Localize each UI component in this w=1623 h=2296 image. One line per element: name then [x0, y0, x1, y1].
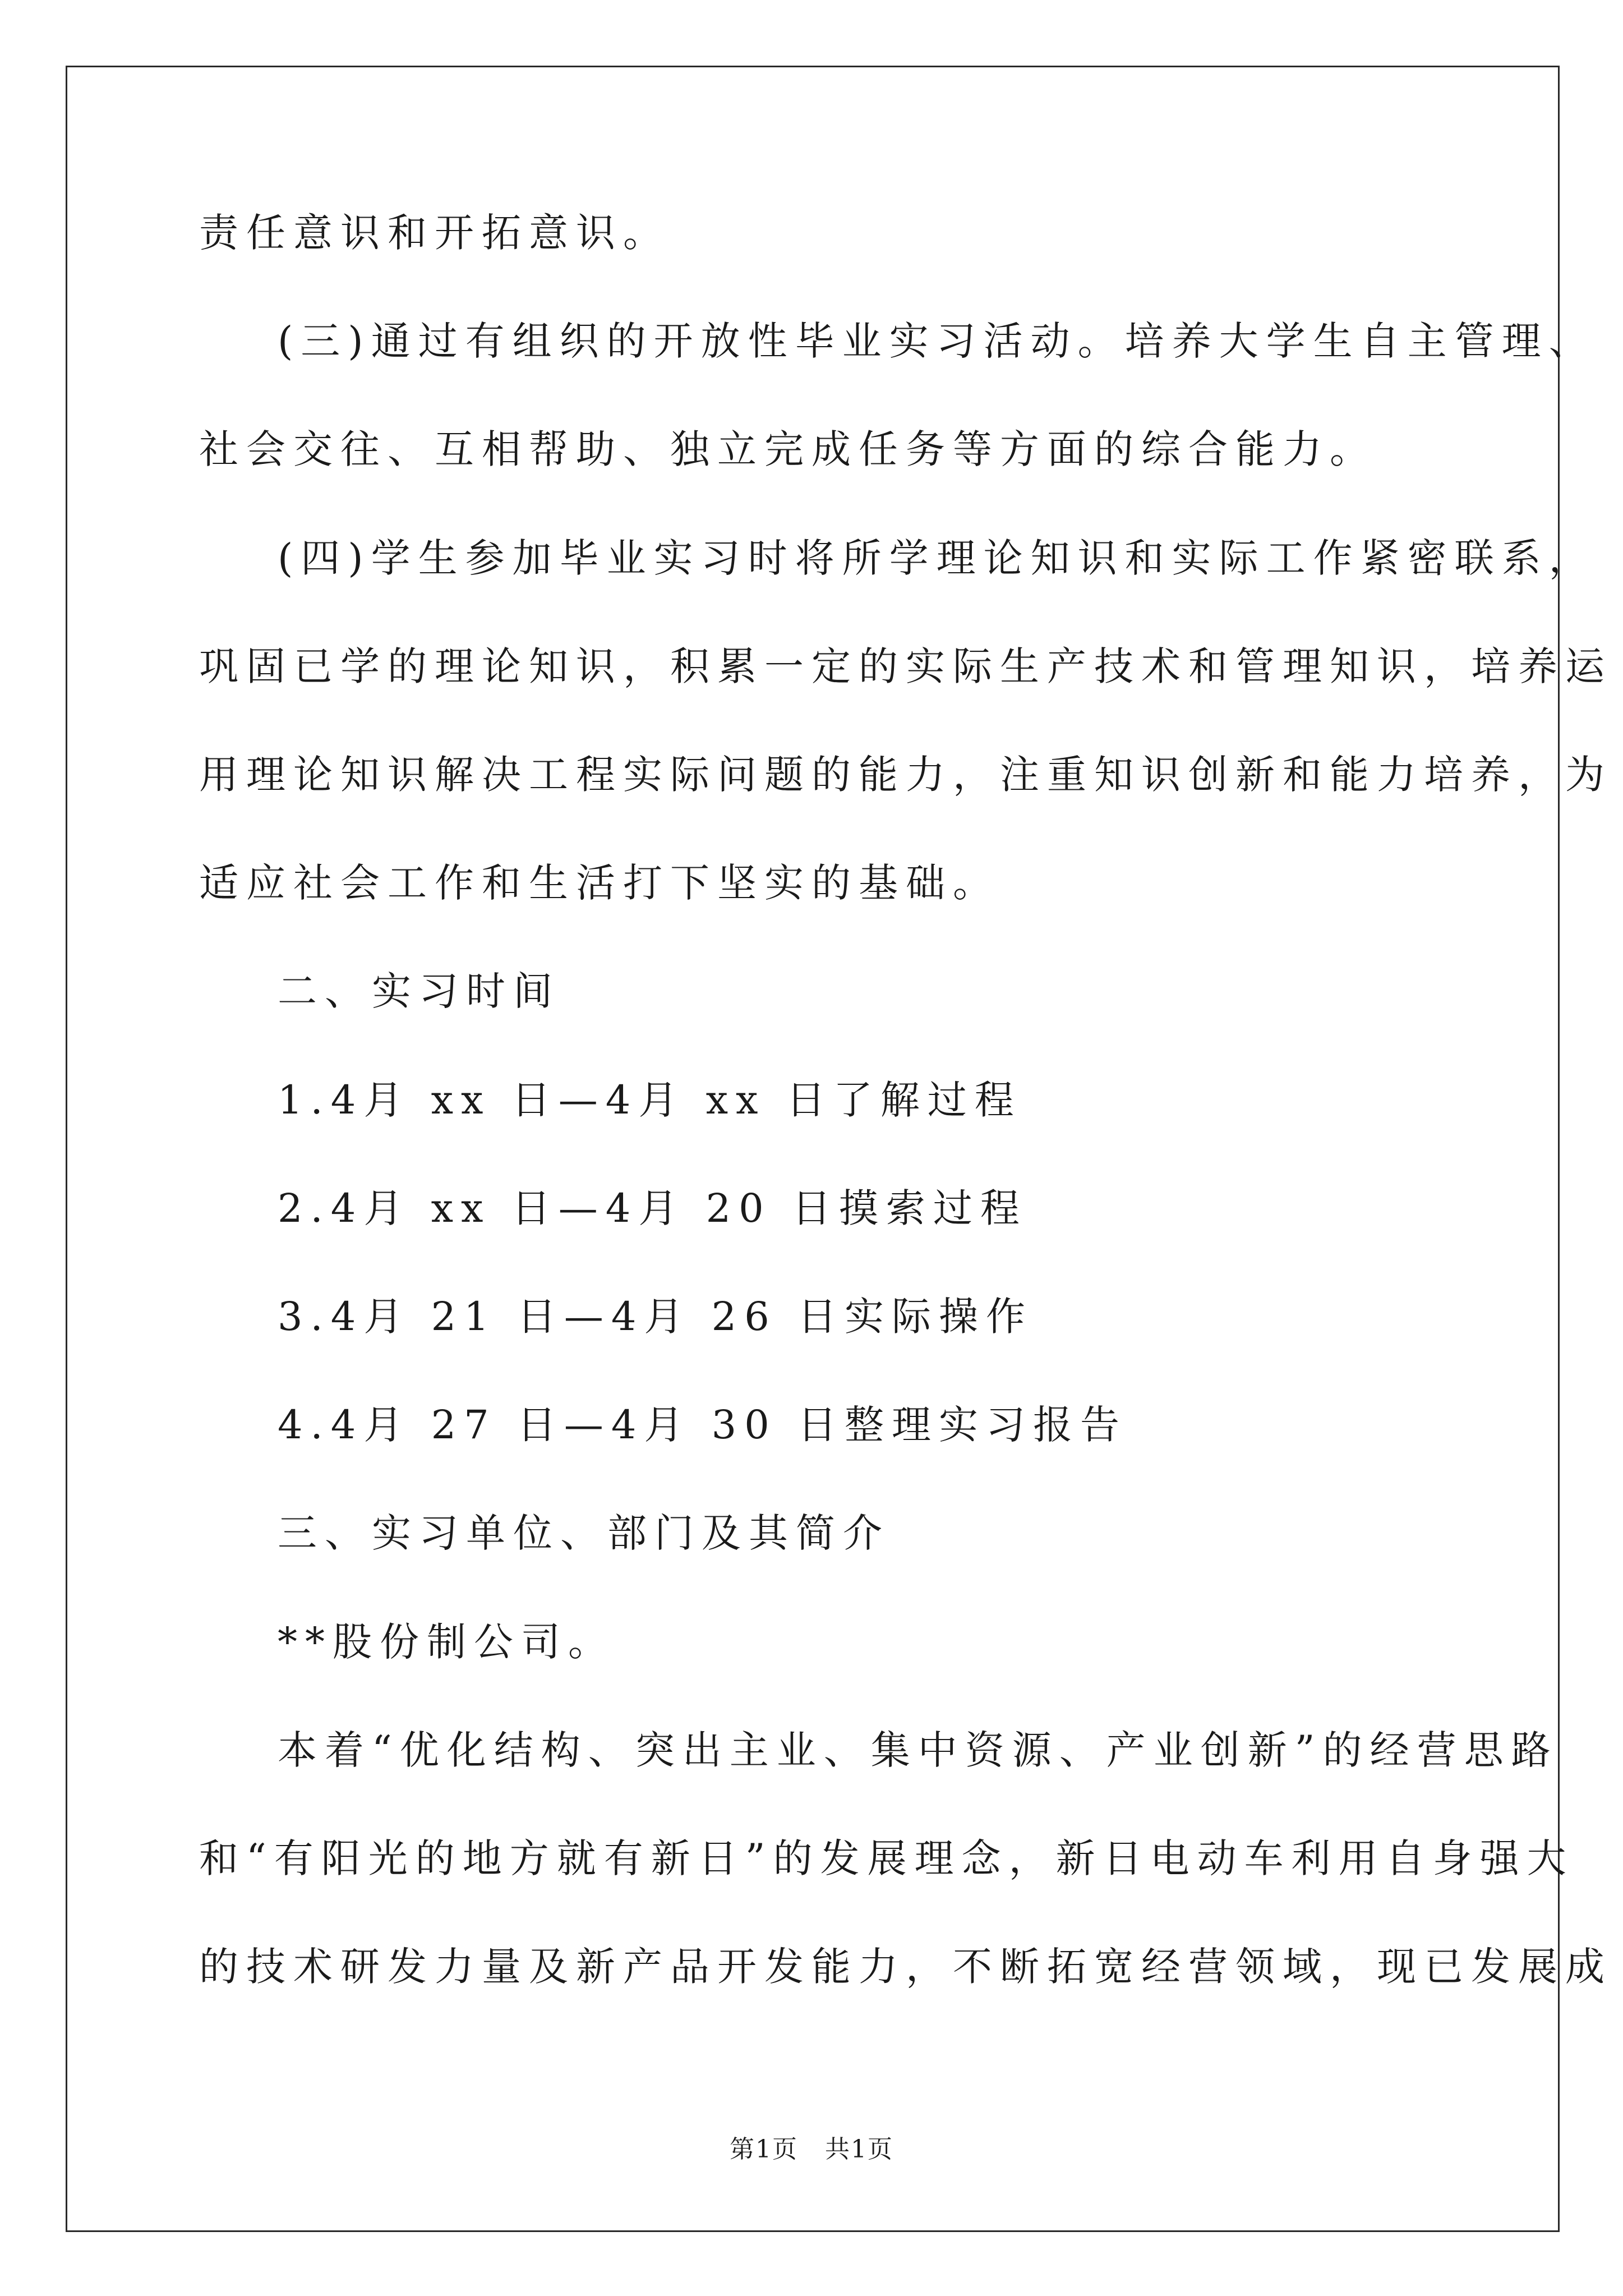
section-heading: 三、实习单位、部门及其简介: [278, 1510, 890, 1556]
paragraph-line: 适应社会工作和生活打下坚实的基础。: [199, 860, 1000, 906]
paragraph-line: 巩固已学的理论知识，积累一定的实际生产技术和管理知识，培养运: [199, 643, 1612, 689]
paragraph-line: 责任意识和开拓意识。: [199, 210, 670, 256]
schedule-item: 2.4月 xx 日—4月 20 日摸索过程: [278, 1185, 1027, 1231]
paragraph-line: 用理论知识解决工程实际问题的能力，注重知识创新和能力培养，为: [199, 752, 1612, 798]
paragraph-line: (三)通过有组织的开放性毕业实习活动。培养大学生自主管理、: [278, 318, 1596, 364]
paragraph-line: 社会交往、互相帮助、独立完成任务等方面的综合能力。: [199, 426, 1377, 472]
paragraph-line: 的技术研发力量及新产品开发能力，不断拓宽经营领域，现已发展成: [199, 1944, 1612, 1990]
schedule-item: 4.4月 27 日—4月 30 日整理实习报告: [278, 1402, 1128, 1448]
paragraph-line: (四)学生参加毕业实习时将所学理论知识和实际工作紧密联系，: [278, 535, 1596, 581]
page-border: [66, 66, 1560, 2232]
page-number-footer: 第1页 共1页: [730, 2135, 893, 2164]
paragraph-line: 本着“优化结构、突出主业、集中资源、产业创新”的经营思路: [278, 1727, 1559, 1773]
schedule-item: 1.4月 xx 日—4月 xx 日了解过程: [278, 1077, 1022, 1123]
section-heading: 二、实习时间: [278, 968, 560, 1014]
schedule-item: 3.4月 21 日—4月 26 日实际操作: [278, 1294, 1034, 1340]
paragraph-line: **股份制公司。: [278, 1619, 615, 1665]
paragraph-line: 和“有阳光的地方就有新日”的发展理念，新日电动车利用自身强大: [199, 1835, 1574, 1881]
